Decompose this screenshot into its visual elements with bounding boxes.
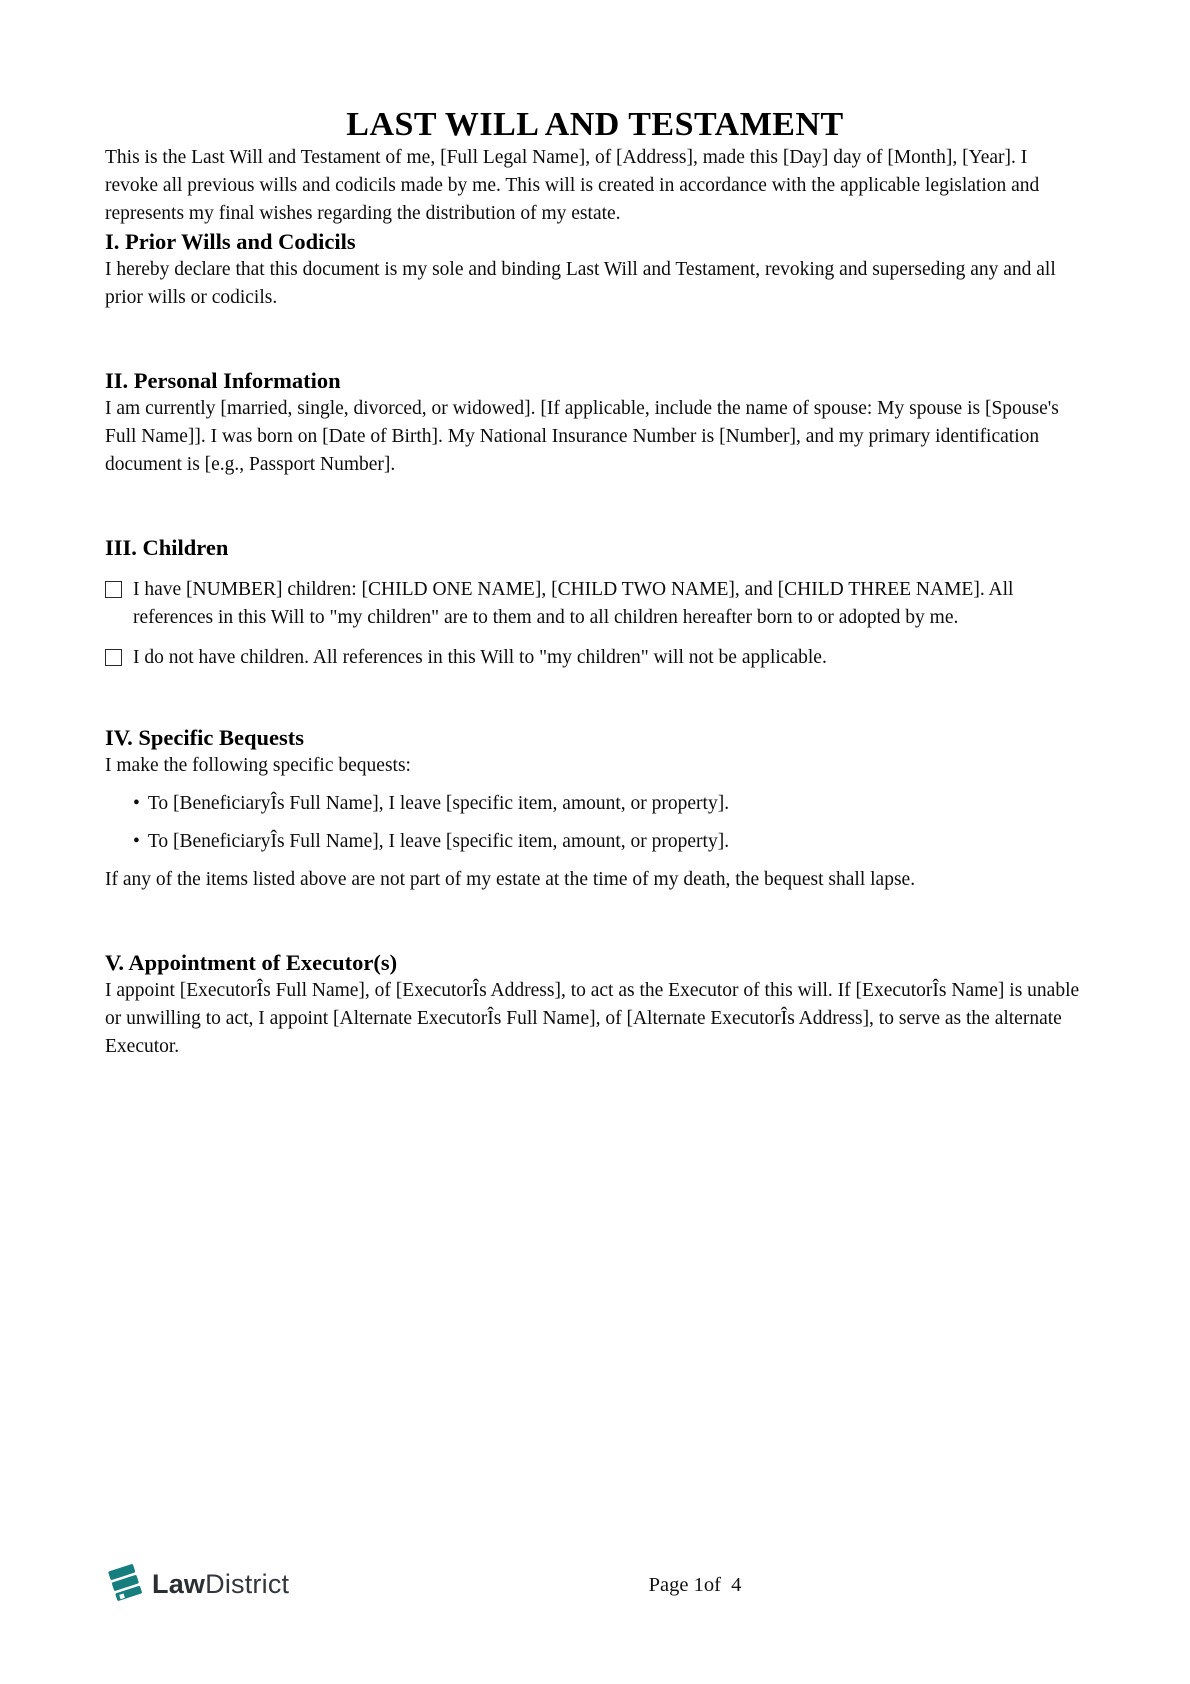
- logo-law-text: Law: [152, 1569, 206, 1599]
- section-heading-prior-wills: I. Prior Wills and Codicils: [105, 229, 356, 254]
- document-title: LAST WILL AND TESTAMENT: [346, 106, 844, 143]
- section-body-executors: I appoint [ExecutorÎs Full Name], of [ExecutorÎs Address], to act as the Executor of this will. If [ExecutorÎs Name] is unable or unwilling to act, I appoint [Alternate ExecutorÎs Full Name], of [Alternate ExecutorÎs Address], to serve as the alternate Executor.: [105, 980, 1080, 1057]
- checkbox-no-children[interactable]: [105, 649, 122, 666]
- bequest-item-1-text: To [BeneficiaryÎs Full Name], I leave [specific item, amount, or property].: [147, 793, 730, 814]
- bullet-icon: •: [133, 793, 140, 814]
- section-body-prior-wills: I hereby declare that this document is my sole and binding Last Will and Testament, revoking and superseding any and all prior wills or codicils.: [105, 259, 1056, 308]
- bequest-item-2-text: To [BeneficiaryÎs Full Name], I leave [specific item, amount, or property].: [147, 831, 730, 852]
- page-number-label: Page 1of 4: [648, 1574, 742, 1596]
- logo-district-text: District: [205, 1569, 290, 1599]
- lawdistrict-logo-text: [152, 1569, 289, 1600]
- children-option-have-children-label: I have [NUMBER] children: [CHILD ONE NAME], [CHILD TWO NAME], and [CHILD THREE NAME]. All references in this Will to "my children" are to them and to all children hereafter born to or adopted by me.: [133, 579, 1014, 628]
- children-option-have-children: [105, 576, 1085, 632]
- section-heading-children: III. Children: [105, 535, 229, 560]
- page-footer: [105, 1560, 1085, 1610]
- intro-paragraph: This is the Last Will and Testament of me, [Full Legal Name], of [Address], made this [Day] day of [Month], [Year]. I revoke all previous wills and codicils made by me. This will is created in accordance with the applicable legislation and represents my final wishes regarding the distribution of my estate.: [105, 147, 1040, 224]
- lawdistrict-logo-icon: [105, 1560, 145, 1609]
- section-heading-personal-information: II. Personal Information: [105, 368, 341, 393]
- checkbox-have-children[interactable]: [105, 581, 122, 598]
- children-option-no-children-label: I do not have children. All references in this Will to "my children" will not be applicable.: [133, 647, 827, 668]
- lawdistrict-logo: [105, 1560, 289, 1609]
- bullet-icon: •: [133, 831, 140, 852]
- bequests-intro: I make the following specific bequests:: [105, 755, 411, 776]
- section-heading-executors: V. Appointment of Executor(s): [105, 950, 398, 975]
- bequest-item-1: [105, 790, 1085, 818]
- bequest-item-2: [105, 828, 1085, 856]
- bequests-outro: If any of the items listed above are not part of my estate at the time of my death, the bequest shall lapse.: [105, 869, 916, 890]
- section-heading-specific-bequests: IV. Specific Bequests: [105, 725, 304, 750]
- section-body-personal-information: I am currently [married, single, divorced, or widowed]. [If applicable, include the name of spouse: My spouse is [Spouse's Full Name]]. I was born on [Date of Birth]. My National Insurance Number is [Number], and my primary identification document is [e.g., Passport Number].: [105, 398, 1059, 475]
- children-option-no-children: [105, 644, 1085, 672]
